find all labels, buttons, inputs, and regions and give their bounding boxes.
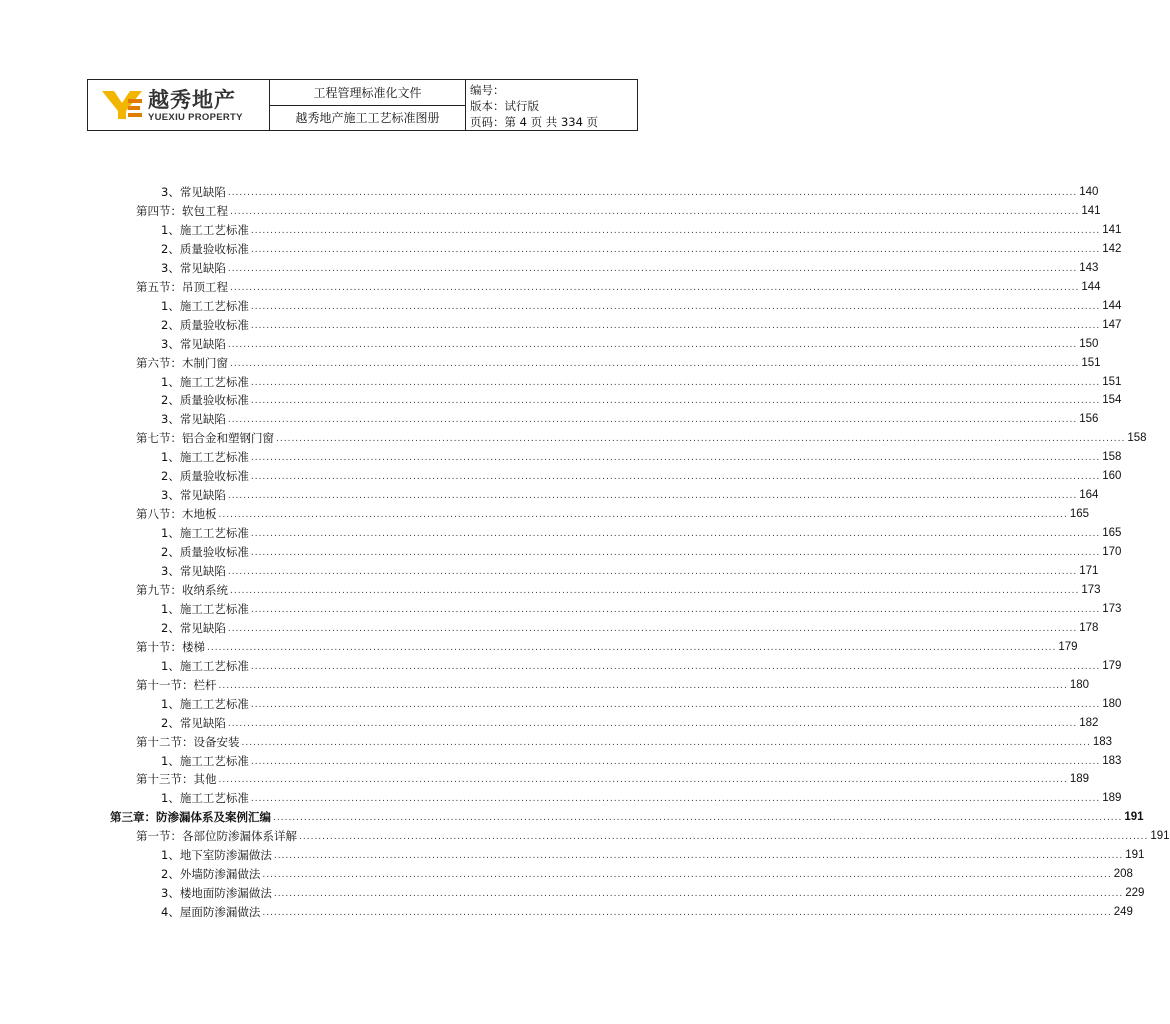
toc-leader-dots: ............................................................................................................................................................................................................................ (227, 415, 1078, 426)
toc-leader-dots: ............................................................................................................................................................................................................................ (227, 718, 1078, 729)
toc-entry-page: 150 (1079, 337, 1099, 350)
toc-entry-title: 4、屋面防渗漏做法 (161, 905, 261, 920)
toc-leader-dots: ............................................................................................................................................................................................................................ (227, 188, 1078, 198)
toc-entry[interactable] (161, 485, 1099, 503)
toc-entry-page: 144 (1081, 280, 1101, 293)
toc-entry-title: 1、施工工艺标准 (161, 696, 249, 711)
toc-entry-page: 182 (1079, 716, 1099, 729)
toc-entry[interactable] (161, 409, 1099, 427)
toc-leader-dots: ............................................................................................................................................................................................................................ (207, 642, 1057, 653)
toc-entry[interactable] (161, 239, 1122, 256)
toc-leader-dots: ............................................................................................................................................................................................................................ (227, 491, 1078, 502)
toc-leader-dots: ............................................................................................................................................................................................................................ (250, 225, 1101, 236)
toc-entry-page: 154 (1102, 394, 1122, 407)
toc-entry-title: 第七节：铝合金和塑钢门窗 (136, 431, 274, 446)
toc-entry[interactable] (161, 751, 1122, 768)
toc-leader-dots: ............................................................................................................................................................................................................................ (250, 756, 1101, 767)
toc-leader-dots: ............................................................................................................................................................................................................................ (273, 851, 1124, 862)
toc-entry-title: 2、质量验收标准 (161, 393, 249, 408)
toc-entry[interactable] (161, 296, 1122, 313)
toc-entry[interactable] (161, 334, 1099, 351)
toc-entry[interactable] (136, 504, 1090, 522)
doc-type: 工程管理标准化文件 (270, 80, 465, 106)
toc-entry-page: 183 (1092, 735, 1113, 748)
toc-entry-title: 1、施工工艺标准 (161, 526, 249, 541)
toc-leader-dots: ............................................................................................................................................................................................................................ (218, 775, 1068, 786)
toc-entry-page: 158 (1102, 451, 1122, 464)
toc-leader-dots: ............................................................................................................................................................................................................................ (227, 623, 1078, 634)
toc-leader-dots: ............................................................................................................................................................................................................................ (276, 434, 1126, 445)
toc-entry-page: 143 (1079, 261, 1099, 274)
toc-entry[interactable] (161, 315, 1122, 332)
toc-entry-title: 1、施工工艺标准 (161, 791, 249, 806)
toc-entry-title: 2、质量验收标准 (161, 317, 249, 332)
document-header (87, 79, 638, 131)
toc-entry-title: 3、常见缺陷 (161, 260, 226, 275)
toc-entry-page: 147 (1102, 318, 1122, 331)
toc-leader-dots: ............................................................................................................................................................................................................................ (273, 889, 1124, 900)
toc-leader-dots: ............................................................................................................................................................................................................................ (241, 737, 1091, 748)
toc-entry-page: 160 (1102, 470, 1122, 483)
toc-leader-dots: ............................................................................................................................................................................................................................ (250, 396, 1101, 407)
toc-leader-dots: ............................................................................................................................................................................................................................ (227, 567, 1078, 577)
toc-leader-dots: ............................................................................................................................................................................................................................ (250, 548, 1101, 559)
toc-entry-page: 180 (1069, 678, 1090, 691)
toc-entry-page: 165 (1102, 527, 1122, 540)
toc-entry-page: 171 (1079, 565, 1099, 577)
toc-entry-title: 2、常见缺陷 (161, 620, 226, 635)
toc-entry-title: 2、外墙防渗漏做法 (161, 867, 261, 882)
toc-entry-page: 249 (1113, 906, 1133, 919)
logo-cell (88, 80, 270, 130)
toc-leader-dots: ............................................................................................................................................................................................................................ (250, 529, 1101, 540)
toc-leader-dots: ............................................................................................................................................................................................................................ (230, 206, 1080, 217)
toc-entry-title: 3、常见缺陷 (161, 488, 226, 503)
toc-entry-title: 2、质量验收标准 (161, 545, 249, 560)
toc-entry[interactable] (136, 732, 1113, 749)
toc-entry-page: 191 (1150, 830, 1170, 843)
toc-entry-title: 2、质量验收标准 (161, 469, 249, 484)
header-meta-cell (466, 80, 637, 130)
toc-entry-page: 189 (1069, 773, 1090, 786)
toc-entry[interactable] (136, 580, 1101, 597)
toc-entry-page: 178 (1079, 621, 1099, 634)
toc-leader-dots: ............................................................................................................................................................................................................................ (227, 263, 1078, 274)
toc-entry[interactable] (161, 561, 1099, 578)
toc-entry-page: 140 (1079, 186, 1099, 198)
toc-entry[interactable] (136, 201, 1101, 218)
toc-entry[interactable] (136, 769, 1090, 787)
toc-entry[interactable] (161, 523, 1122, 541)
toc-entry[interactable] (110, 807, 1144, 825)
toc-entry-title: 2、常见缺陷 (161, 715, 226, 730)
toc-entry-title: 3、常见缺陷 (161, 412, 226, 427)
toc-leader-dots: ............................................................................................................................................................................................................................ (250, 699, 1101, 710)
toc-entry-page: 180 (1102, 697, 1122, 710)
toc-entry[interactable] (161, 447, 1122, 465)
toc-entry-title: 1、施工工艺标准 (161, 450, 249, 465)
toc-entry-page: 164 (1079, 489, 1099, 502)
toc-entry-title: 第八节：木地板 (136, 507, 217, 522)
toc-leader-dots: ............................................................................................................................................................................................................................ (299, 832, 1149, 843)
toc-entry-page: 191 (1124, 811, 1144, 824)
toc-entry[interactable] (161, 182, 1099, 199)
toc-leader-dots: ............................................................................................................................................................................................................................ (218, 510, 1068, 521)
toc-entry-page: 158 (1127, 432, 1147, 445)
toc-leader-dots: ............................................................................................................................................................................................................................ (250, 661, 1101, 672)
page-indicator: 页码：第 4 页 共 334 页 (470, 115, 599, 129)
toc-entry-title: 1、施工工艺标准 (161, 753, 249, 768)
toc-leader-dots: ............................................................................................................................................................................................................................ (273, 813, 1123, 824)
toc-leader-dots: ............................................................................................................................................................................................................................ (250, 244, 1101, 255)
toc-entry-title: 1、施工工艺标准 (161, 222, 249, 237)
toc-entry[interactable] (161, 902, 1133, 920)
toc-entry-page: 189 (1102, 792, 1122, 805)
toc-entry[interactable] (136, 428, 1147, 446)
toc-entry[interactable] (136, 675, 1090, 692)
toc-entry-page: 151 (1081, 356, 1101, 369)
toc-entry[interactable] (161, 372, 1122, 389)
toc-entry-title: 3、常见缺陷 (161, 185, 226, 199)
toc-entry-page: 179 (1102, 659, 1122, 672)
toc-entry-title: 1、施工工艺标准 (161, 658, 249, 673)
toc-entry-title: 第四节：软包工程 (136, 203, 228, 218)
toc-entry-page: 141 (1102, 223, 1122, 236)
toc-leader-dots: ............................................................................................................................................................................................................................ (262, 908, 1112, 919)
toc-entry-title: 1、施工工艺标准 (161, 374, 249, 389)
toc-leader-dots: ............................................................................................................................................................................................................................ (262, 870, 1112, 881)
toc-entry-title: 第十二节：设备安装 (136, 734, 240, 749)
toc-leader-dots: ............................................................................................................................................................................................................................ (230, 282, 1080, 293)
toc-leader-dots: ............................................................................................................................................................................................................................ (250, 794, 1101, 805)
toc-entry-title: 1、地下室防渗漏做法 (161, 848, 272, 863)
doc-version: 版本：试行版 (470, 99, 539, 113)
toc-entry-title: 3、楼地面防渗漏做法 (161, 886, 272, 901)
toc-entry-title: 1、施工工艺标准 (161, 298, 249, 313)
toc-entry-page: 141 (1081, 204, 1101, 217)
toc-leader-dots: ............................................................................................................................................................................................................................ (250, 604, 1101, 615)
toc-entry-title: 第六节：木制门窗 (136, 355, 228, 370)
toc-entry[interactable] (161, 618, 1099, 635)
toc-entry-title: 3、常见缺陷 (161, 336, 226, 351)
toc-entry-page: 191 (1125, 849, 1145, 862)
toc-entry-page: 179 (1058, 640, 1078, 653)
toc-entry-title: 1、施工工艺标准 (161, 601, 249, 616)
toc-entry[interactable] (161, 713, 1099, 730)
toc-entry[interactable] (136, 353, 1101, 370)
toc-entry-title: 第五节：吊顶工程 (136, 279, 228, 294)
toc-entry-page: 142 (1102, 242, 1122, 255)
logo-english-text: YUEXIU PROPERTY (148, 111, 243, 123)
toc-leader-dots: ............................................................................................................................................................................................................................ (227, 339, 1078, 350)
toc-leader-dots: ............................................................................................................................................................................................................................ (230, 358, 1080, 369)
toc-entry[interactable] (161, 864, 1133, 882)
toc-entry-title: 第一节：各部位防渗漏体系详解 (136, 829, 297, 844)
toc-entry[interactable] (136, 637, 1078, 654)
toc-entry-title: 第十一节：栏杆 (136, 677, 217, 692)
doc-title: 越秀地产施工工艺标准图册 (295, 111, 440, 126)
toc-leader-dots: ............................................................................................................................................................................................................................ (250, 472, 1101, 483)
toc-entry-page: 170 (1102, 546, 1122, 559)
toc-entry-title: 第十节：楼梯 (136, 639, 205, 654)
toc-entry-page: 173 (1081, 583, 1101, 596)
toc-entry-page: 173 (1102, 602, 1122, 615)
toc-entry-title: 第三章：防渗漏体系及案例汇编 (110, 810, 271, 825)
toc-leader-dots: ............................................................................................................................................................................................................................ (250, 377, 1101, 388)
toc-entry[interactable] (136, 826, 1170, 844)
toc-entry[interactable] (136, 277, 1101, 294)
toc-leader-dots: ............................................................................................................................................................................................................................ (218, 680, 1068, 691)
doc-number: 编号： (470, 83, 505, 97)
toc-leader-dots: ............................................................................................................................................................................................................................ (250, 320, 1101, 331)
toc-entry-title: 3、常见缺陷 (161, 564, 226, 578)
toc-entry[interactable] (161, 694, 1122, 711)
toc-entry[interactable] (161, 656, 1122, 673)
toc-entry-page: 208 (1113, 868, 1133, 881)
toc-entry[interactable] (161, 258, 1099, 275)
toc-entry-page: 165 (1069, 508, 1090, 521)
toc-entry[interactable] (161, 466, 1122, 484)
logo-chinese-text: 越秀地产 (148, 86, 236, 112)
header-title-cell (270, 80, 466, 130)
toc-entry[interactable] (161, 883, 1145, 901)
toc-entry-title: 2、质量验收标准 (161, 241, 249, 256)
toc-entry-title: 第九节：收纳系统 (136, 582, 228, 597)
toc-leader-dots: ............................................................................................................................................................................................................................ (230, 585, 1080, 596)
toc-entry-page: 151 (1102, 375, 1122, 388)
toc-entry-page: 144 (1102, 299, 1122, 312)
toc-entry-title: 第十三节：其他 (136, 772, 217, 787)
toc-entry-page: 156 (1079, 413, 1099, 426)
yuexiu-logo-icon (100, 89, 144, 121)
toc-entry[interactable] (161, 845, 1145, 863)
toc-entry-page: 229 (1125, 887, 1145, 900)
toc-entry[interactable] (161, 390, 1122, 408)
company-logo (100, 88, 243, 123)
toc-entry[interactable] (161, 220, 1122, 237)
toc-leader-dots: ............................................................................................................................................................................................................................ (250, 301, 1101, 312)
toc-leader-dots: ............................................................................................................................................................................................................................ (250, 453, 1101, 464)
toc-entry-page: 183 (1102, 754, 1122, 767)
toc-entry[interactable] (161, 542, 1122, 560)
toc-entry[interactable] (161, 788, 1122, 806)
toc-entry[interactable] (161, 599, 1122, 616)
